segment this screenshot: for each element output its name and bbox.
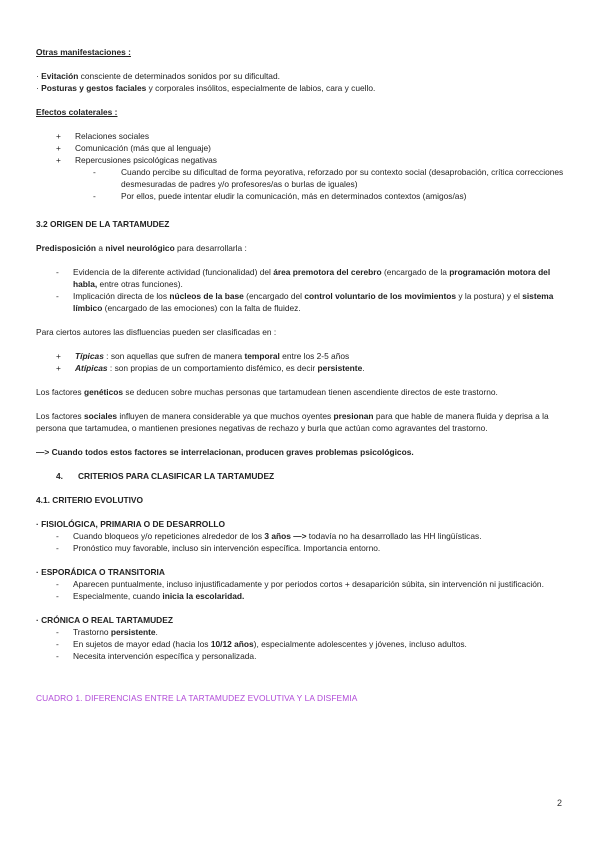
text: para desarrollarla :	[174, 243, 247, 253]
text: Evidencia de la diferente actividad (funcionalidad) del	[73, 267, 274, 277]
text: Cuando bloqueos y/o repeticiones alrededor de los	[73, 531, 265, 541]
text: CRITERIOS PARA CLASIFICAR LA TARTAMUDEZ	[78, 471, 275, 481]
tipos-list	[36, 350, 568, 374]
bold-text: inicia la escolaridad.	[162, 591, 245, 601]
text: influyen de manera considerable ya que muchos oyentes	[117, 411, 334, 421]
otras-heading: Otras manifestaciones :	[36, 47, 131, 57]
bold-text: núcleos de la base	[169, 291, 244, 301]
text: Cuando percibe su dificultad de forma peyorativa, reforzado por su contexto social (desaprobación, crítica correcciones desmesuradas de padres y/o profesores/as o burlas de iguales)	[121, 167, 564, 189]
list-item	[36, 290, 568, 314]
text: (encargado de la	[381, 267, 450, 277]
bold-text: sistema límbico	[73, 291, 554, 313]
otras-item-1	[36, 70, 568, 82]
document-page	[36, 46, 568, 704]
list-item	[36, 638, 568, 650]
dash-marker: -	[56, 267, 59, 277]
text: Comunicación (más que al lenguaje)	[75, 143, 211, 153]
text: Los factores	[36, 411, 84, 421]
clasificacion-line: Para ciertos autores las disfluencias pueden ser clasificadas en :	[36, 327, 277, 337]
esporadica-heading: · ESPORÁDICA O TRANSITORIA	[36, 567, 165, 577]
bold-italic-text: Atípicas	[75, 363, 108, 373]
text: .	[362, 363, 365, 373]
bold-text: 10/12 años	[210, 639, 254, 649]
plus-marker: +	[56, 155, 61, 165]
text: todavía no ha desarrollado las HH lingüísticas.	[306, 531, 482, 541]
bold-text: persistente	[110, 627, 156, 637]
list-item	[36, 130, 568, 142]
text: a	[96, 243, 106, 253]
conclusion-line: —> Cuando todos estos factores se interrelacionan, producen graves problemas psicológicos.	[36, 447, 414, 457]
efectos-heading: Efectos colaterales :	[36, 107, 118, 117]
bold-text: temporal	[244, 351, 280, 361]
origen-list	[36, 266, 568, 314]
dash-marker: -	[93, 167, 96, 177]
text: Aparecen puntualmente, incluso injustificadamente y por periodos cortos + desaparición súbita, sin intervención ni justificación.	[73, 579, 544, 589]
bold-text: presionan	[333, 411, 374, 421]
text: ), especialmente adolescentes y jóvenes, incluso adultos.	[253, 639, 467, 649]
text: : son propias de un comportamiento disfémico, es decir	[107, 363, 318, 373]
dash-marker: -	[56, 543, 59, 553]
sociales-paragraph	[36, 410, 568, 434]
plus-marker: +	[56, 351, 61, 361]
text: En sujetos de mayor edad (hacia los	[73, 639, 211, 649]
origen-heading: 3.2 ORIGEN DE LA TARTAMUDEZ	[36, 219, 170, 229]
dash-marker: -	[56, 291, 59, 301]
plus-marker: +	[56, 363, 61, 373]
bold-text: nivel neurológico	[105, 243, 175, 253]
text: Relaciones sociales	[75, 131, 150, 141]
list-item	[36, 266, 568, 290]
dash-marker: -	[56, 627, 59, 637]
bold-text: sociales	[83, 411, 118, 421]
text: entre otras funciones).	[97, 279, 183, 289]
dash-marker: -	[56, 579, 59, 589]
text: (encargado del	[243, 291, 305, 301]
bold-text: genéticos	[83, 387, 124, 397]
dash-marker: -	[93, 191, 96, 201]
list-item	[36, 650, 568, 662]
list-item	[36, 350, 568, 362]
text: : son aquellas que sufren de manera	[103, 351, 245, 361]
predisposicion-line	[36, 242, 568, 254]
text: entre los 2-5 años	[279, 351, 350, 361]
list-item	[36, 590, 568, 602]
geneticos-paragraph	[36, 386, 568, 398]
esporadica-list	[36, 578, 568, 602]
bullet-dot: ·	[36, 83, 39, 93]
list-item	[36, 154, 568, 166]
bold-text: persistente	[317, 363, 363, 373]
bullet-dot: ·	[36, 71, 39, 81]
cuadro-caption: CUADRO 1. DIFERENCIAS ENTRE LA TARTAMUDEZ EVOLUTIVA Y LA DISFEMIA	[36, 693, 358, 703]
bold-text: Posturas y gestos faciales	[41, 83, 147, 93]
bold-italic-text: Típicas	[75, 351, 104, 361]
list-item	[36, 626, 568, 638]
text: Implicación directa de los	[73, 291, 170, 301]
cronica-list	[36, 626, 568, 662]
text: consciente de determinados sonidos por su dificultad.	[78, 71, 280, 81]
text: Necesita intervención específica y personalizada.	[73, 651, 257, 661]
text: (encargado de las emociones) con la falta de fluidez.	[102, 303, 301, 313]
dash-marker: -	[56, 591, 59, 601]
dash-marker: -	[56, 531, 59, 541]
text: se deducen sobre muchas personas que tartamudean tienen ascendiente directos de este trastorno.	[123, 387, 498, 397]
plus-marker: +	[56, 131, 61, 141]
bold-text: Predisposición	[36, 243, 97, 253]
dash-marker: -	[56, 651, 59, 661]
cronica-heading: · CRÓNICA O REAL TARTAMUDEZ	[36, 615, 173, 625]
bold-text: área premotora del cerebro	[273, 267, 382, 277]
text: Repercusiones psicológicas negativas	[75, 155, 217, 165]
text: .	[155, 627, 158, 637]
text: y corporales insólitos, especialmente de labios, cara y cuello.	[146, 83, 376, 93]
fisiologica-list	[36, 530, 568, 554]
list-item	[36, 142, 568, 154]
bold-text: programación motora del habla,	[73, 267, 551, 289]
sub-list-item	[36, 190, 568, 202]
list-item	[36, 530, 568, 542]
list-item	[36, 578, 568, 590]
bold-text: control voluntario de los movimientos	[304, 291, 457, 301]
criterio-evolutivo-heading: 4.1. CRITERIO EVOLUTIVO	[36, 495, 144, 505]
text: para que hable de manera fluida y deprisa a la persona que tartamudea, o mantienen presiones negativas de rechazo y burla que actúan como agravantes del trastorno.	[36, 411, 549, 433]
list-item	[36, 542, 568, 554]
text: Pronóstico muy favorable, incluso sin intervención específica. Importancia entorno.	[73, 543, 381, 553]
text: y la postura) y el	[456, 291, 523, 301]
plus-marker: +	[56, 143, 61, 153]
text: Los factores	[36, 387, 84, 397]
bold-text: 3 años —>	[264, 531, 307, 541]
text: Especialmente, cuando	[73, 591, 163, 601]
criterios-heading	[36, 470, 568, 482]
sub-list-item	[36, 166, 568, 190]
page-number: 2	[556, 798, 562, 808]
fisiologica-heading: · FISIOLÓGICA, PRIMARIA O DE DESARROLLO	[36, 519, 226, 529]
dash-marker: -	[56, 639, 59, 649]
list-item	[36, 362, 568, 374]
text: Por ellos, puede intentar eludir la comunicación, más en determinados contextos (amigos/as)	[121, 191, 467, 201]
otras-item-2	[36, 82, 568, 94]
bold-text: Evitación	[41, 71, 79, 81]
section-number: 4.	[56, 471, 63, 481]
text: Trastorno	[73, 627, 111, 637]
efectos-list	[36, 130, 568, 166]
